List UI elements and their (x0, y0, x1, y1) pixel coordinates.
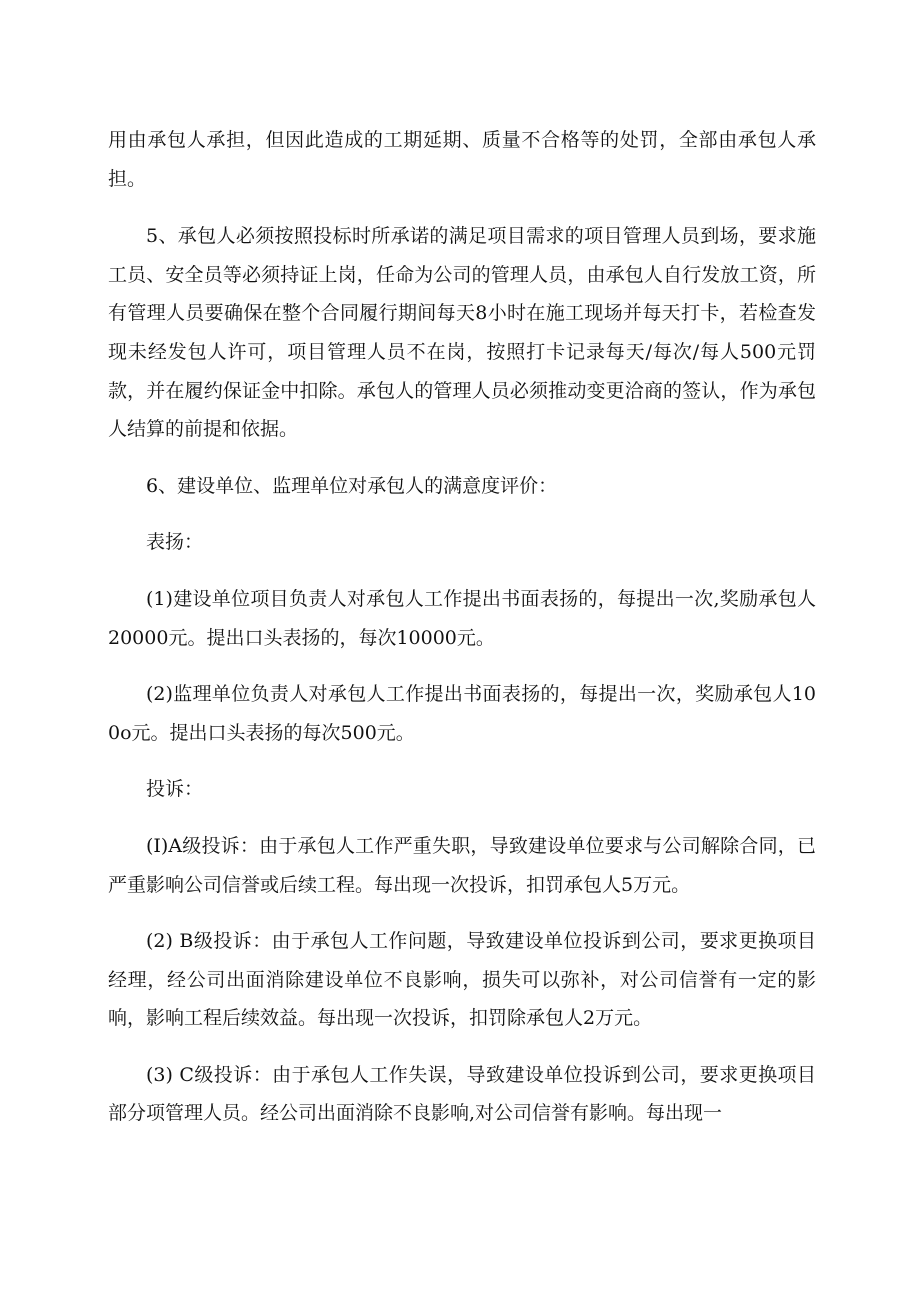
document-page (108, 121, 816, 1151)
paragraph-praise-2: (2)监理单位负责人对承包人工作提出书面表扬的，每提出一次，奖励承包人100o元。提出口头表扬的每次500元。 (108, 683, 816, 744)
paragraph-item-6: 6、建设单位、监理单位对承包人的满意度评价： (146, 474, 558, 497)
heading-complaint: 投诉： (146, 778, 204, 801)
heading-praise: 表扬： (146, 531, 204, 554)
paragraph-continuation: 用由承包人承担，但因此造成的工期延期、质量不合格等的处罚，全部由承包人承担。 (108, 129, 816, 190)
paragraph-complaint-c: (3) C级投诉：由于承包人工作失误，导致建设单位投诉到公司，要求更换项目部分项管理人员。经公司出面消除不良影响,对公司信誉有影响。每出现一 (108, 1063, 816, 1125)
paragraph-complaint-a: (I)A级投诉：由于承包人工作严重失职，导致建设单位要求与公司解除合同，已严重影响公司信誉或后续工程。每出现一次投诉，扣罚承包人5万元。 (108, 834, 816, 896)
paragraph-item-5: 5、承包人必须按照投标时所承诺的满足项目需求的项目管理人员到场，要求施工员、安全员等必须持证上岗，任命为公司的管理人员，由承包人自行发放工资，所有管理人员要确保在整个合同履行期间每天8小时在施工现场并每天打卡，若检查发现未经发包人许可，项目管理人员不在岗，按照打卡记录每天/每次/每人500元罚款，并在履约保证金中扣除。承包人的管理人员必须推动变更洽商的签认，作为承包人结算的前提和依据。 (108, 225, 816, 441)
paragraph-complaint-b: (2) B级投诉：由于承包人工作问题，导致建设单位投诉到公司，要求更换项目经理，经公司出面消除建设单位不良影响，损失可以弥补，对公司信誉有一定的影响，影响工程后续效益。每出现一次投诉，扣罚除承包人2万元。 (108, 930, 816, 1030)
paragraph-praise-1: (1)建设单位项目负责人对承包人工作提出书面表扬的，每提出一次,奖励承包人20000元。提出口头表扬的，每次10000元。 (108, 587, 816, 649)
